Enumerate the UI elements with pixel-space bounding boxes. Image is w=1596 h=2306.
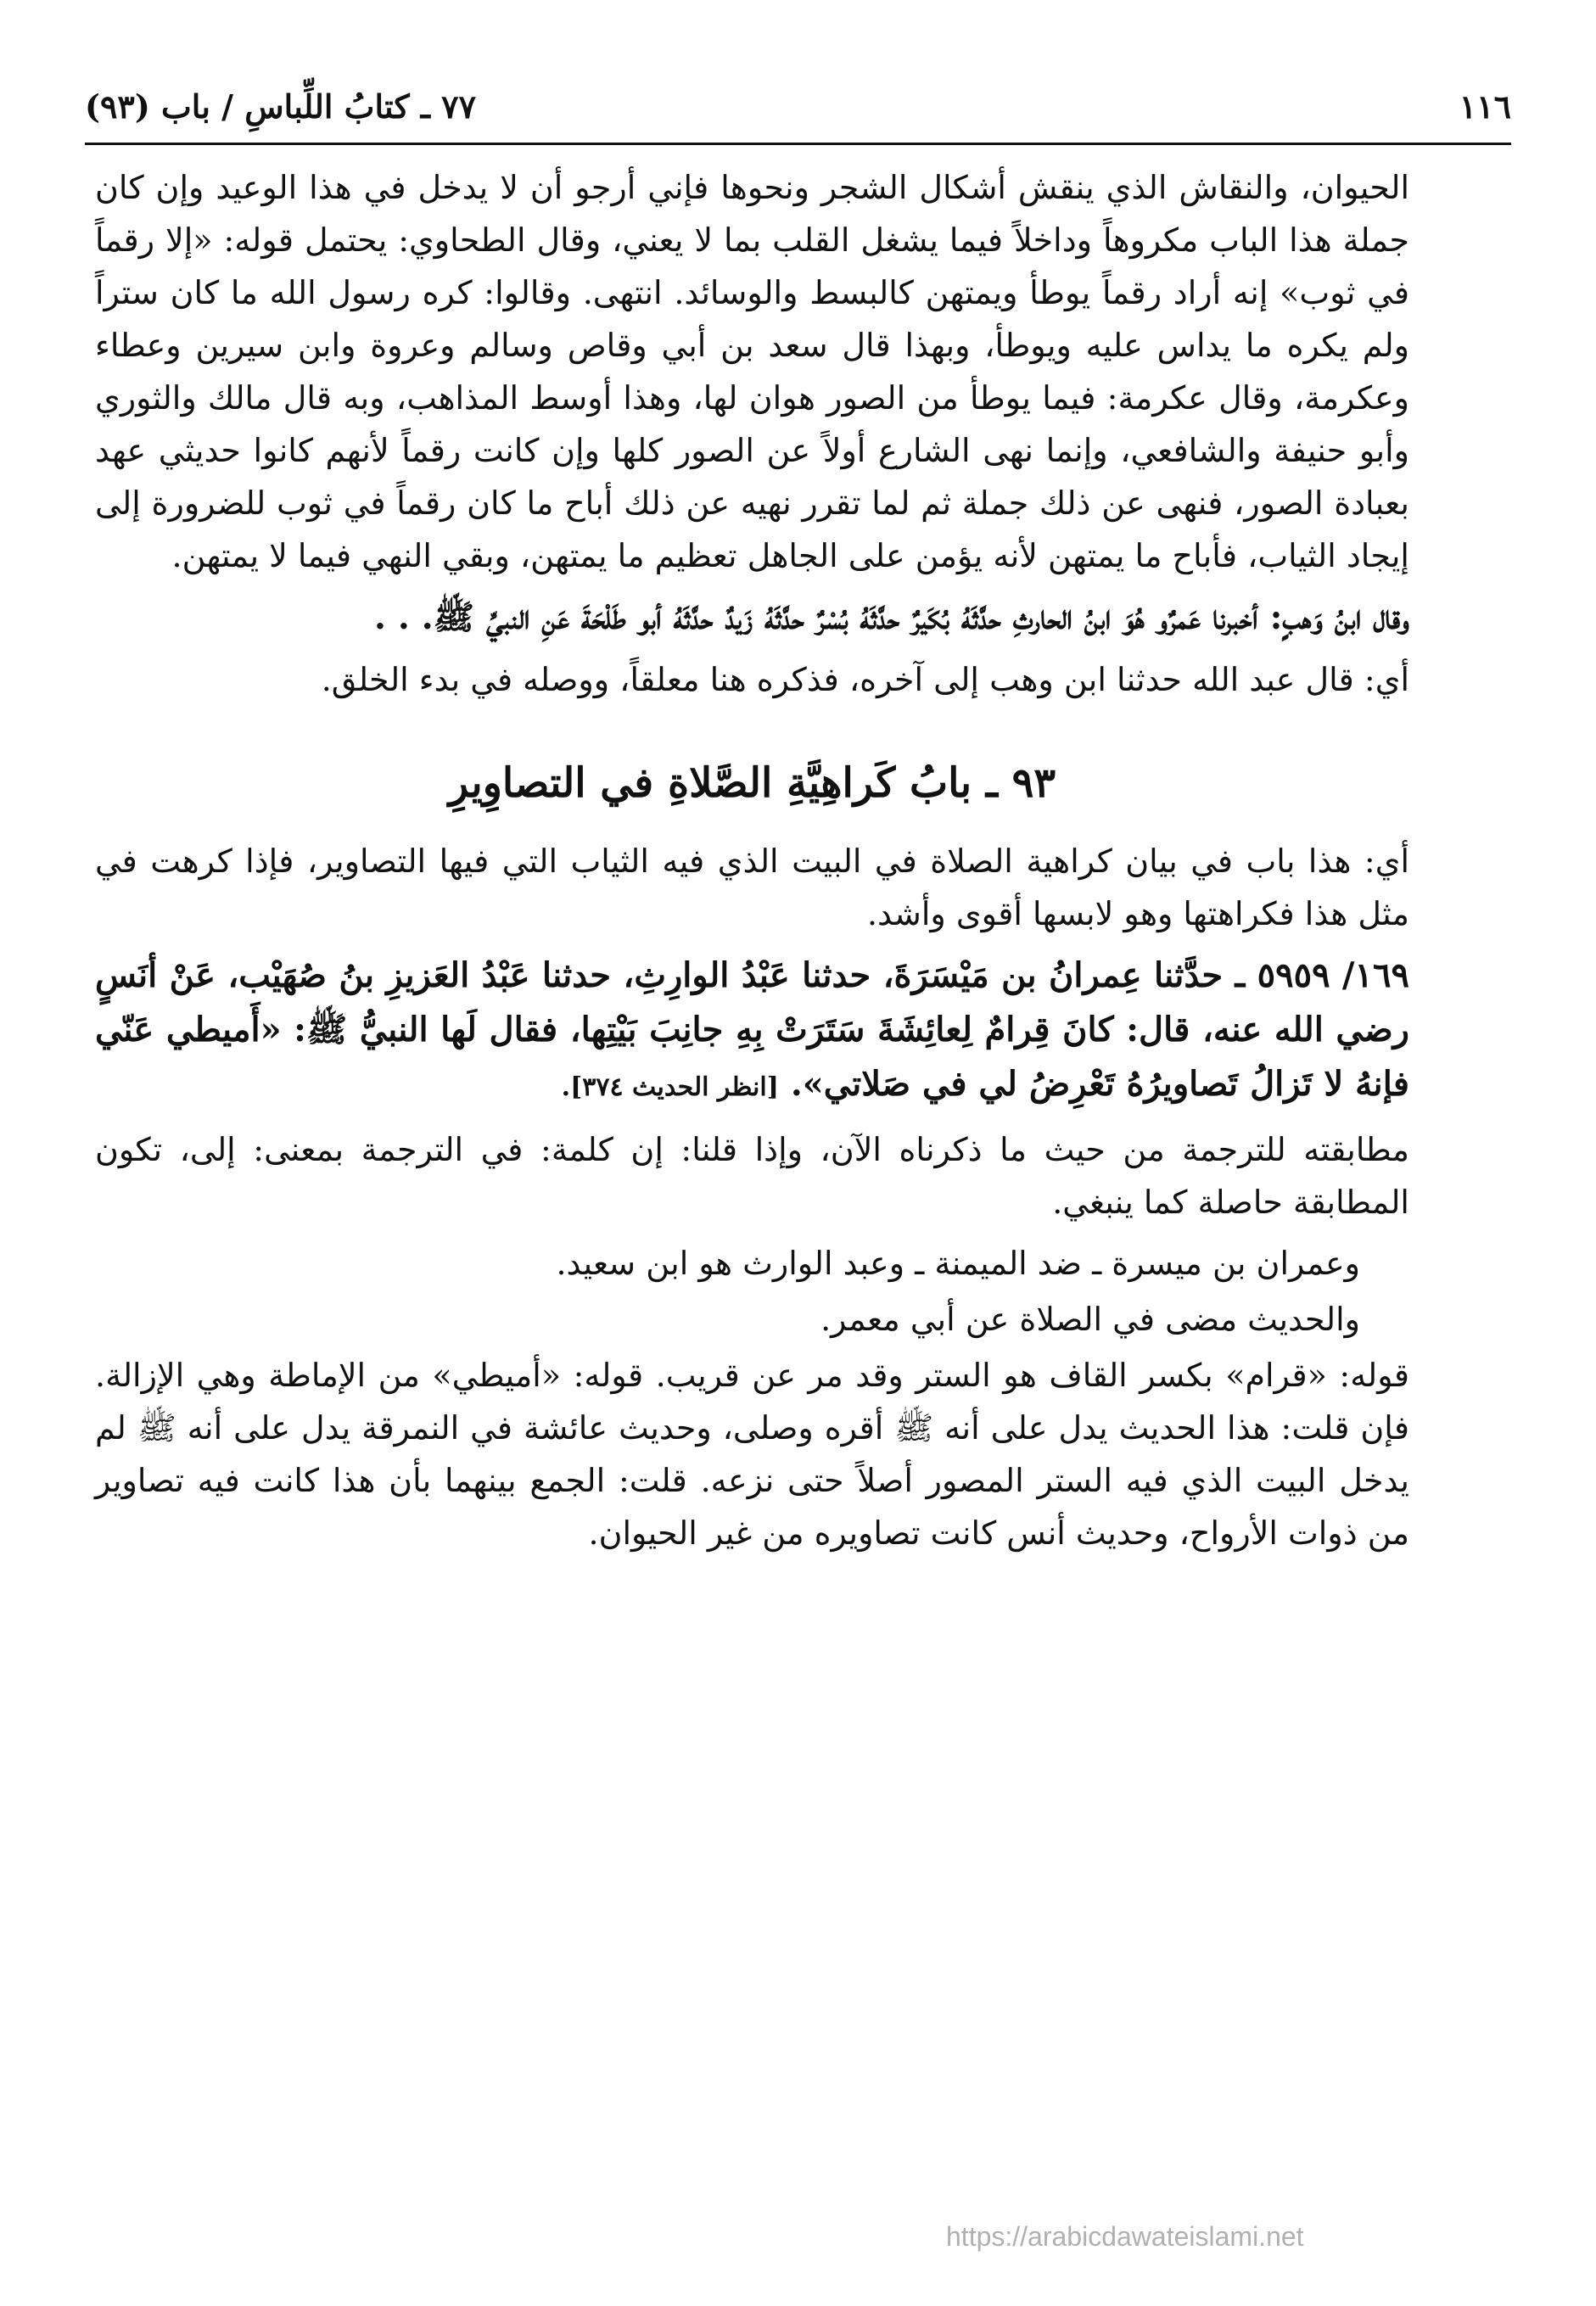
hadith-reference: [انظر الحديث ٣٧٤]. [561,1072,779,1102]
paragraph-hadith-muallaq: وقال ابنُ وَهبٍ: أخبرنا عَمرٌو هُوَ ابنُ الحارثِ حدَّثَهُ بُكَيرٌ حدَّثَهُ بُسْرٌ حدَّثَهُ زَيدٌ حدَّثَهُ أبو طَلْحَةَ عَنِ النبيِّ ﷺ. . . [374,597,1409,637]
paragraph-explanation: قوله: «قرام» بكسر القاف هو الستر وقد مر عن قريب. قوله: «أميطي» من الإماطة وهي الإزالة. فإن قلت: هذا الحديث يدل على أنه ﷺ أقره وصلى، وحديث عائشة في النمرقة يدل على أنه ﷺ لم يدخل البيت الذي فيه الستر المصور أصلاً حتى نزعه. قلت: الجمع بينهما بأن هذا كانت فيه تصاوير من ذوات الأرواح، وحديث أنس كانت تصاويره من غير الحيوان. [95,1357,1409,1552]
running-title: ٧٧ ـ كتابُ اللِّباسِ / باب (٩٣) [85,87,476,126]
watermark-url: https://arabicdawateislami.net [946,2221,1304,2252]
paragraph-commentary-2: أي: قال عبد الله حدثنا ابن وهب إلى آخره، فذكره هنا معلقاً، ووصله في بدء الخلق. [321,661,1409,698]
header-divider [85,143,1511,145]
paragraph-hadith-5959 [95,949,1409,1115]
paragraph-narrators: وعمران بن ميسرة ـ ضد الميمنة ـ وعبد الوارث هو ابن سعيد. [556,1245,1360,1282]
paragraph-commentary-1: الحيوان، والنقاش الذي ينقش أشكال الشجر ونحوها فإني أرجو أن لا يدخل في هذا الوعيد وإن كان جملة هذا الباب مكروهاً وداخلاً فيما يشغل القلب بما لا يعني، وقال الطحاوي: يحتمل قوله: «إلا رقماً في ثوب» إنه أراد رقماً يوطأ ويمتهن كالبسط والوسائد. انتهى. وقالوا: كره رسول الله ما كان ستراً ولم يكره ما يداس عليه ويوطأ، وبهذا قال سعد بن أبي وقاص وسالم وعروة وابن سيرين وعطاء وعكرمة، وقال عكرمة: فيما يوطأ من الصور هوان لها، وهذا أوسط المذاهب، وبه قال مالك والثوري وأبو حنيفة والشافعي، وإنما نهى الشارع أولاً عن الصور كلها وإن كانت رقماً لأنهم كانوا حديثي عهد بعبادة الصور، فنهى عن ذلك جملة ثم لما تقرر نهيه عن ذلك أباح ما كان رقماً في ثوب للضرورة إلى إيجاد الثياب، فأباح ما يمتهن لأنه يؤمن على الجاهل تعظيم ما يمتهن، وبقي النهي فيما لا يمتهن. [95,169,1409,574]
hadith-text: ١٦٩/ ٥٩٥٩ ـ حدَّثنا عِمرانُ بن مَيْسَرَةَ، حدثنا عَبْدُ الوارِثِ، حدثنا عَبْدُ العَزيزِ بنُ صُهَيْب، عَنْ أنَسٍ رضي الله عنه، قال: كانَ قِرامٌ لِعائِشَةَ سَتَرَتْ بِهِ جانِبَ بَيْتِها، فقال لَها النبيُّ ﷺ: «أَميطي عَنّي فإنهُ لا تَزالُ تَصاويرُهُ تَعْرِضُ لي في صَلاتي». [95,955,1409,1104]
page-number: ١١٦ [1459,87,1511,126]
paragraph-chapter-explanation: أي: هذا باب في بيان كراهية الصلاة في البيت الذي فيه الثياب التي فيها التصاوير، فإذا كرهت في مثل هذا فكراهتها وهو لابسها أقوى وأشد. [95,842,1409,932]
paragraph-previous-mention: والحديث مضى في الصلاة عن أبي معمر. [820,1301,1360,1338]
paragraph-correspondence: مطابقته للترجمة من حيث ما ذكرناه الآن، وإذا قلنا: إن كلمة: في الترجمة بمعنى: إلى، تكون المطابقة حاصلة كما ينبغي. [95,1131,1409,1221]
chapter-title: ٩٣ ـ بابُ كَراهِيَّةِ الصَّلاةِ في التصاوِيرِ [448,759,1056,807]
page-header [85,75,1511,137]
page-body [95,161,1409,1568]
